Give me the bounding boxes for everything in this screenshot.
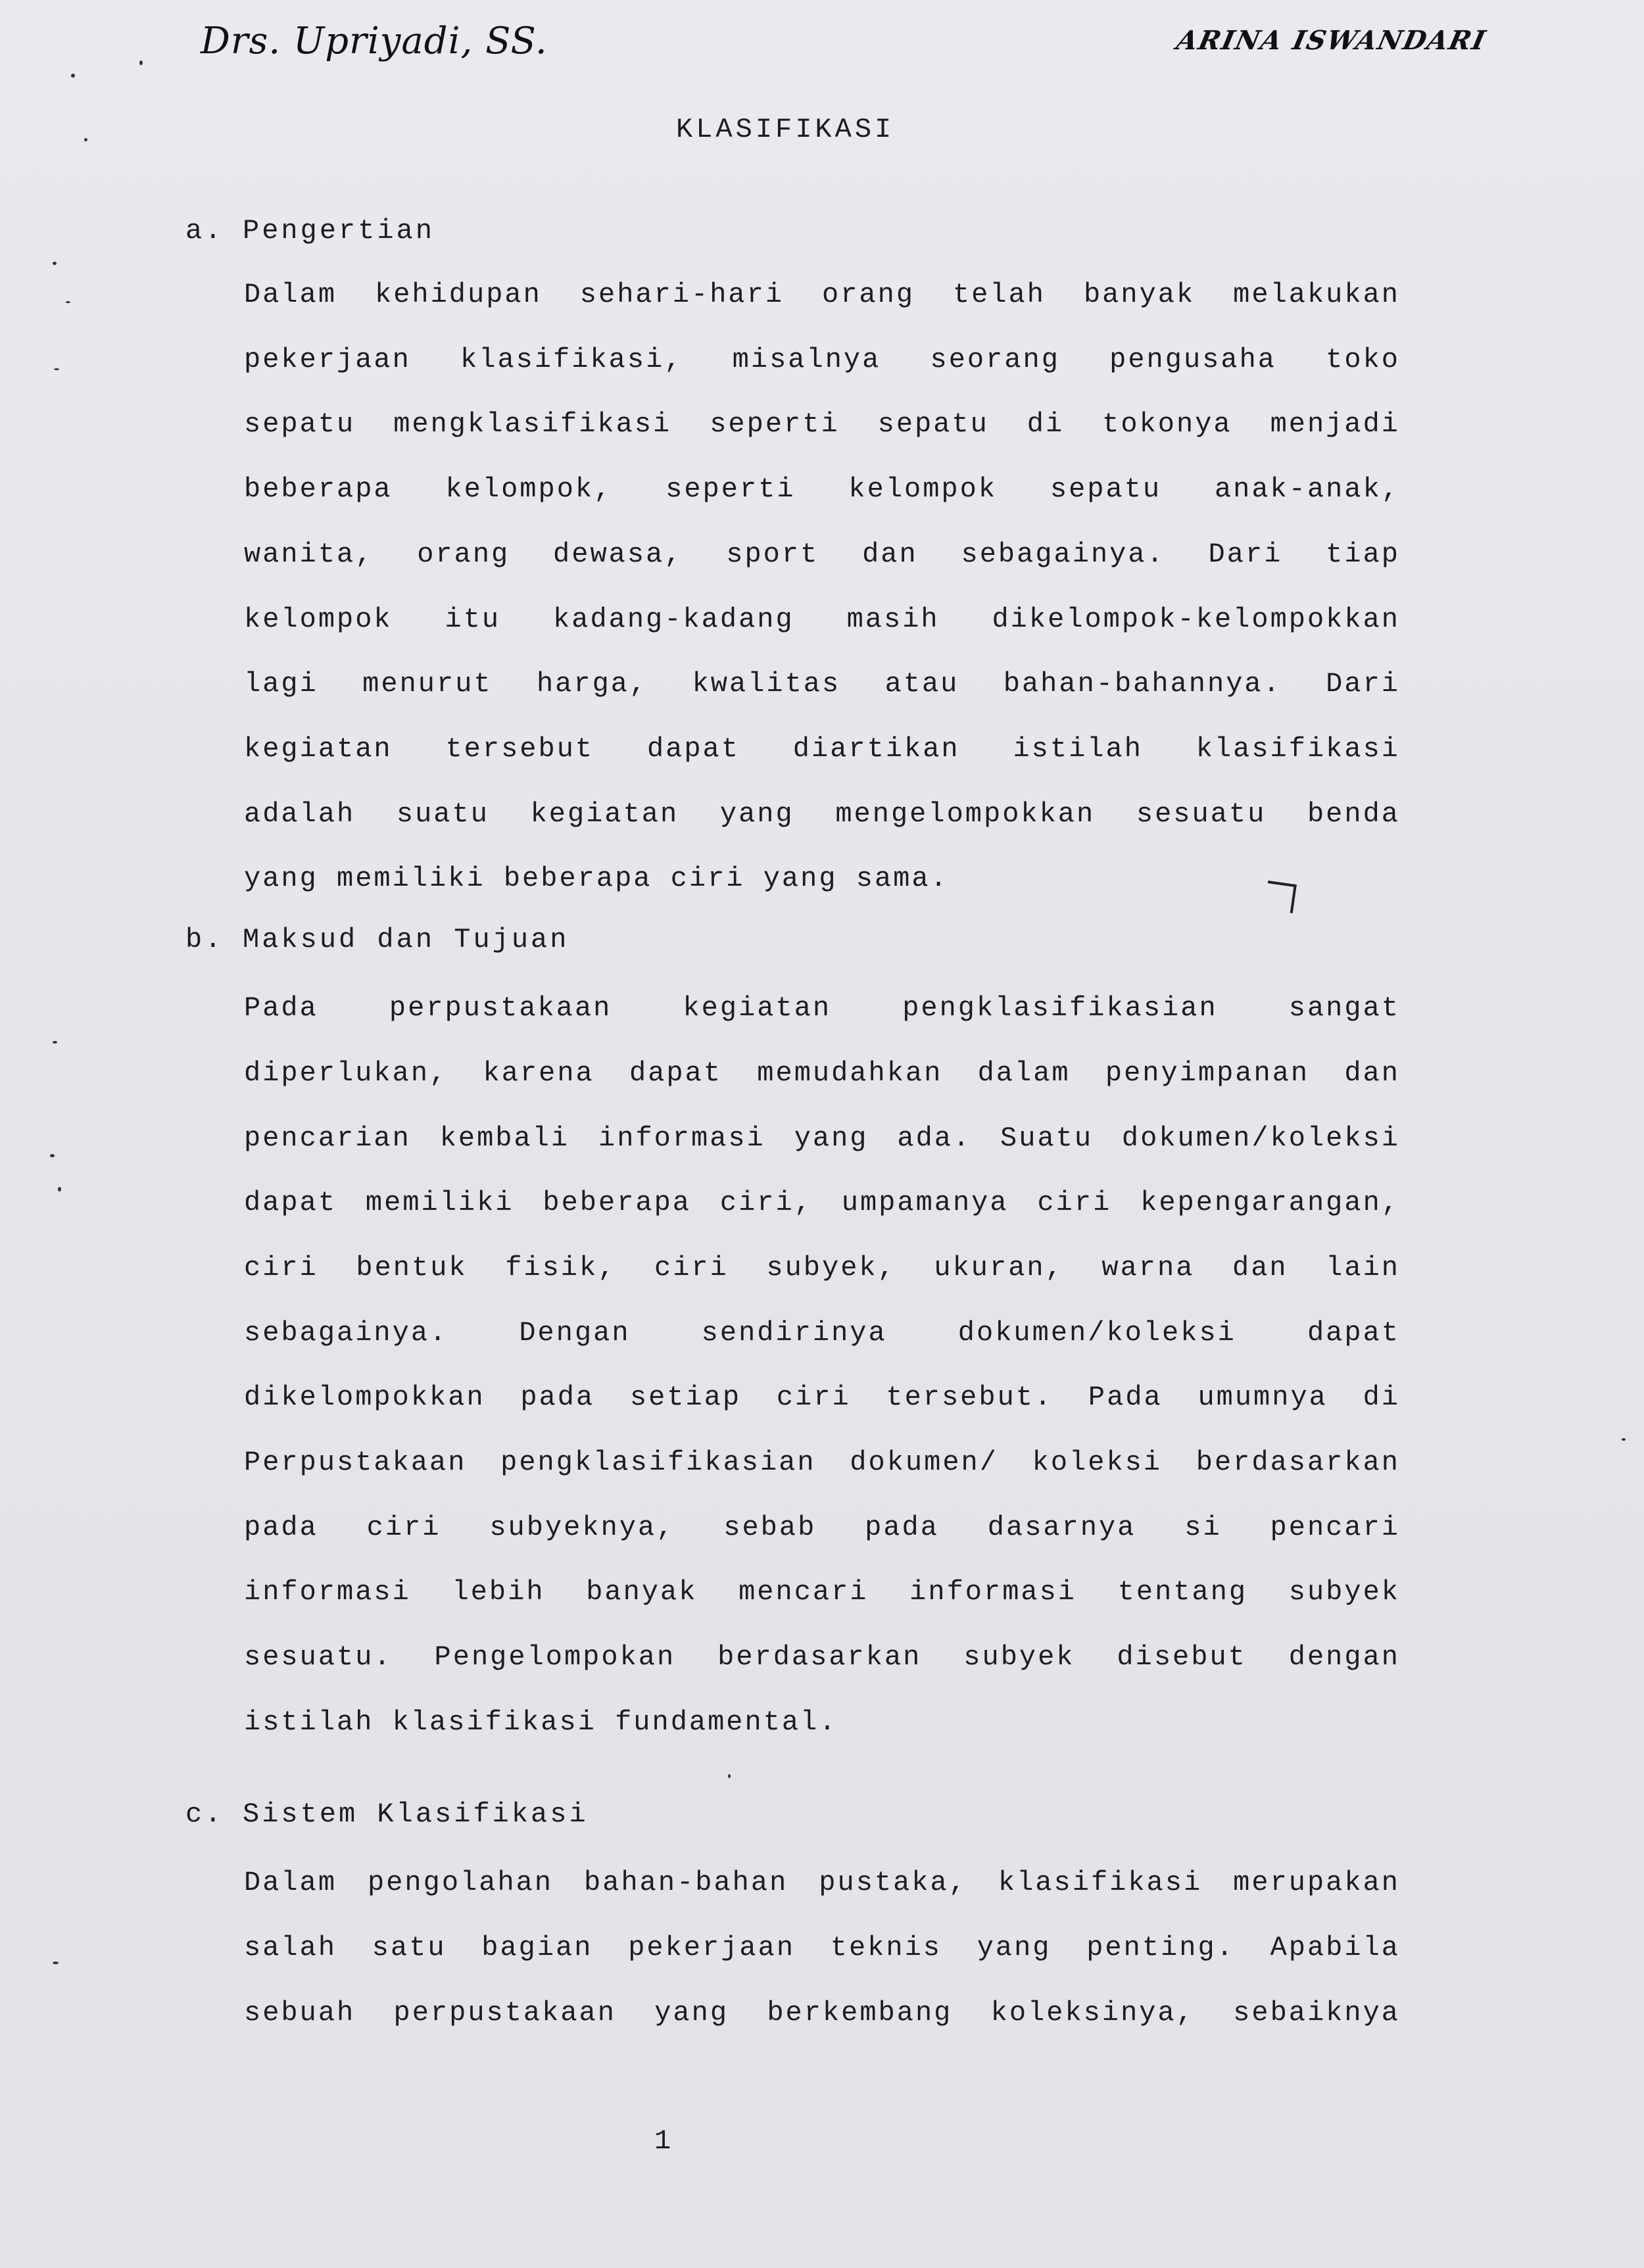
scan-speck: [50, 1154, 55, 1157]
paragraph-line: sebagainya. Dengan sendirinya dokumen/koleksi dapat: [244, 1317, 1400, 1349]
paragraph-line: istilah klasifikasi fundamental.: [244, 1706, 838, 1738]
paragraph-line: informasi lebih banyak mencari informasi tentang subyek: [244, 1576, 1400, 1608]
paragraph-line: Perpustakaan pengklasifikasian dokumen/ koleksi berdasarkan: [244, 1447, 1400, 1478]
paragraph-line: dapat memiliki beberapa ciri, umpamanya ciri kepengarangan,: [244, 1187, 1400, 1218]
scan-speck: [728, 1774, 731, 1778]
paragraph-line: yang memiliki beberapa ciri yang sama.: [244, 863, 949, 894]
section-c-heading: [185, 1798, 589, 1830]
scan-speck: [66, 301, 70, 303]
paragraph-line: sepatu mengklasifikasi seperti sepatu di tokonya menjadi: [244, 408, 1400, 440]
paragraph-line: pada ciri subyeknya, sebab pada dasarnya si pencari: [244, 1512, 1400, 1543]
document-title: KLASIFIKASI: [676, 114, 895, 145]
scan-speck: [53, 1041, 57, 1044]
paragraph-line: sebuah perpustakaan yang berkembang koleksinya, sebaiknya: [244, 1997, 1400, 2029]
section-marker: b.: [185, 924, 224, 955]
scan-speck: [53, 1962, 59, 1964]
paragraph-line: Pada perpustakaan kegiatan pengklasifikasian sangat: [244, 992, 1400, 1024]
paragraph-line: dikelompokkan pada setiap ciri tersebut. Pada umumnya di: [244, 1382, 1400, 1413]
handwritten-name-right: ARINA ISWANDARI: [1174, 25, 1489, 56]
scan-speck: [54, 368, 59, 370]
paragraph-line: beberapa kelompok, seperti kelompok sepatu anak-anak,: [244, 473, 1400, 505]
scan-speck: [71, 74, 75, 78]
pen-mark: [1264, 881, 1297, 913]
scan-speck: [53, 262, 57, 265]
paragraph-line: pencarian kembali informasi yang ada. Suatu dokumen/koleksi: [244, 1122, 1400, 1154]
section-heading-text: Pengertian: [243, 215, 435, 247]
page-number: 1: [654, 2125, 671, 2157]
paragraph-line: sesuatu. Pengelompokan berdasarkan subyek disebut dengan: [244, 1641, 1400, 1673]
scan-speck: [58, 1187, 61, 1192]
paragraph-line: salah satu bagian pekerjaan teknis yang penting. Apabila: [244, 1932, 1400, 1964]
handwritten-author-name: Drs. Upriyadi, SS.: [201, 20, 548, 62]
paragraph-line: kelompok itu kadang-kadang masih dikelompok-kelompokkan: [244, 604, 1400, 635]
paragraph-line: kegiatan tersebut dapat diartikan istilah klasifikasi: [244, 733, 1400, 765]
paragraph-line: lagi menurut harga, kwalitas atau bahan-bahannya. Dari: [244, 668, 1400, 700]
section-heading-text: Sistem Klasifikasi: [243, 1798, 589, 1830]
section-heading-text: Maksud dan Tujuan: [243, 924, 569, 955]
paragraph-line: diperlukan, karena dapat memudahkan dalam penyimpanan dan: [244, 1057, 1400, 1089]
paragraph-line: ciri bentuk fisik, ciri subyek, ukuran, warna dan lain: [244, 1252, 1400, 1284]
scan-speck: [84, 138, 87, 141]
paragraph-line: Dalam kehidupan sehari-hari orang telah banyak melakukan: [244, 279, 1400, 310]
section-marker: c.: [185, 1798, 224, 1830]
paragraph-line: adalah suatu kegiatan yang mengelompokkan sesuatu benda: [244, 798, 1400, 830]
paragraph-line: wanita, orang dewasa, sport dan sebagainya. Dari tiap: [244, 539, 1400, 570]
section-b-heading: [185, 924, 569, 955]
section-marker: a.: [185, 215, 224, 247]
section-a-heading: [185, 215, 435, 247]
scan-speck: [139, 60, 143, 65]
paragraph-line: pekerjaan klasifikasi, misalnya seorang pengusaha toko: [244, 344, 1400, 375]
paragraph-line: Dalam pengolahan bahan-bahan pustaka, klasifikasi merupakan: [244, 1867, 1400, 1898]
scan-speck: [1622, 1438, 1626, 1441]
